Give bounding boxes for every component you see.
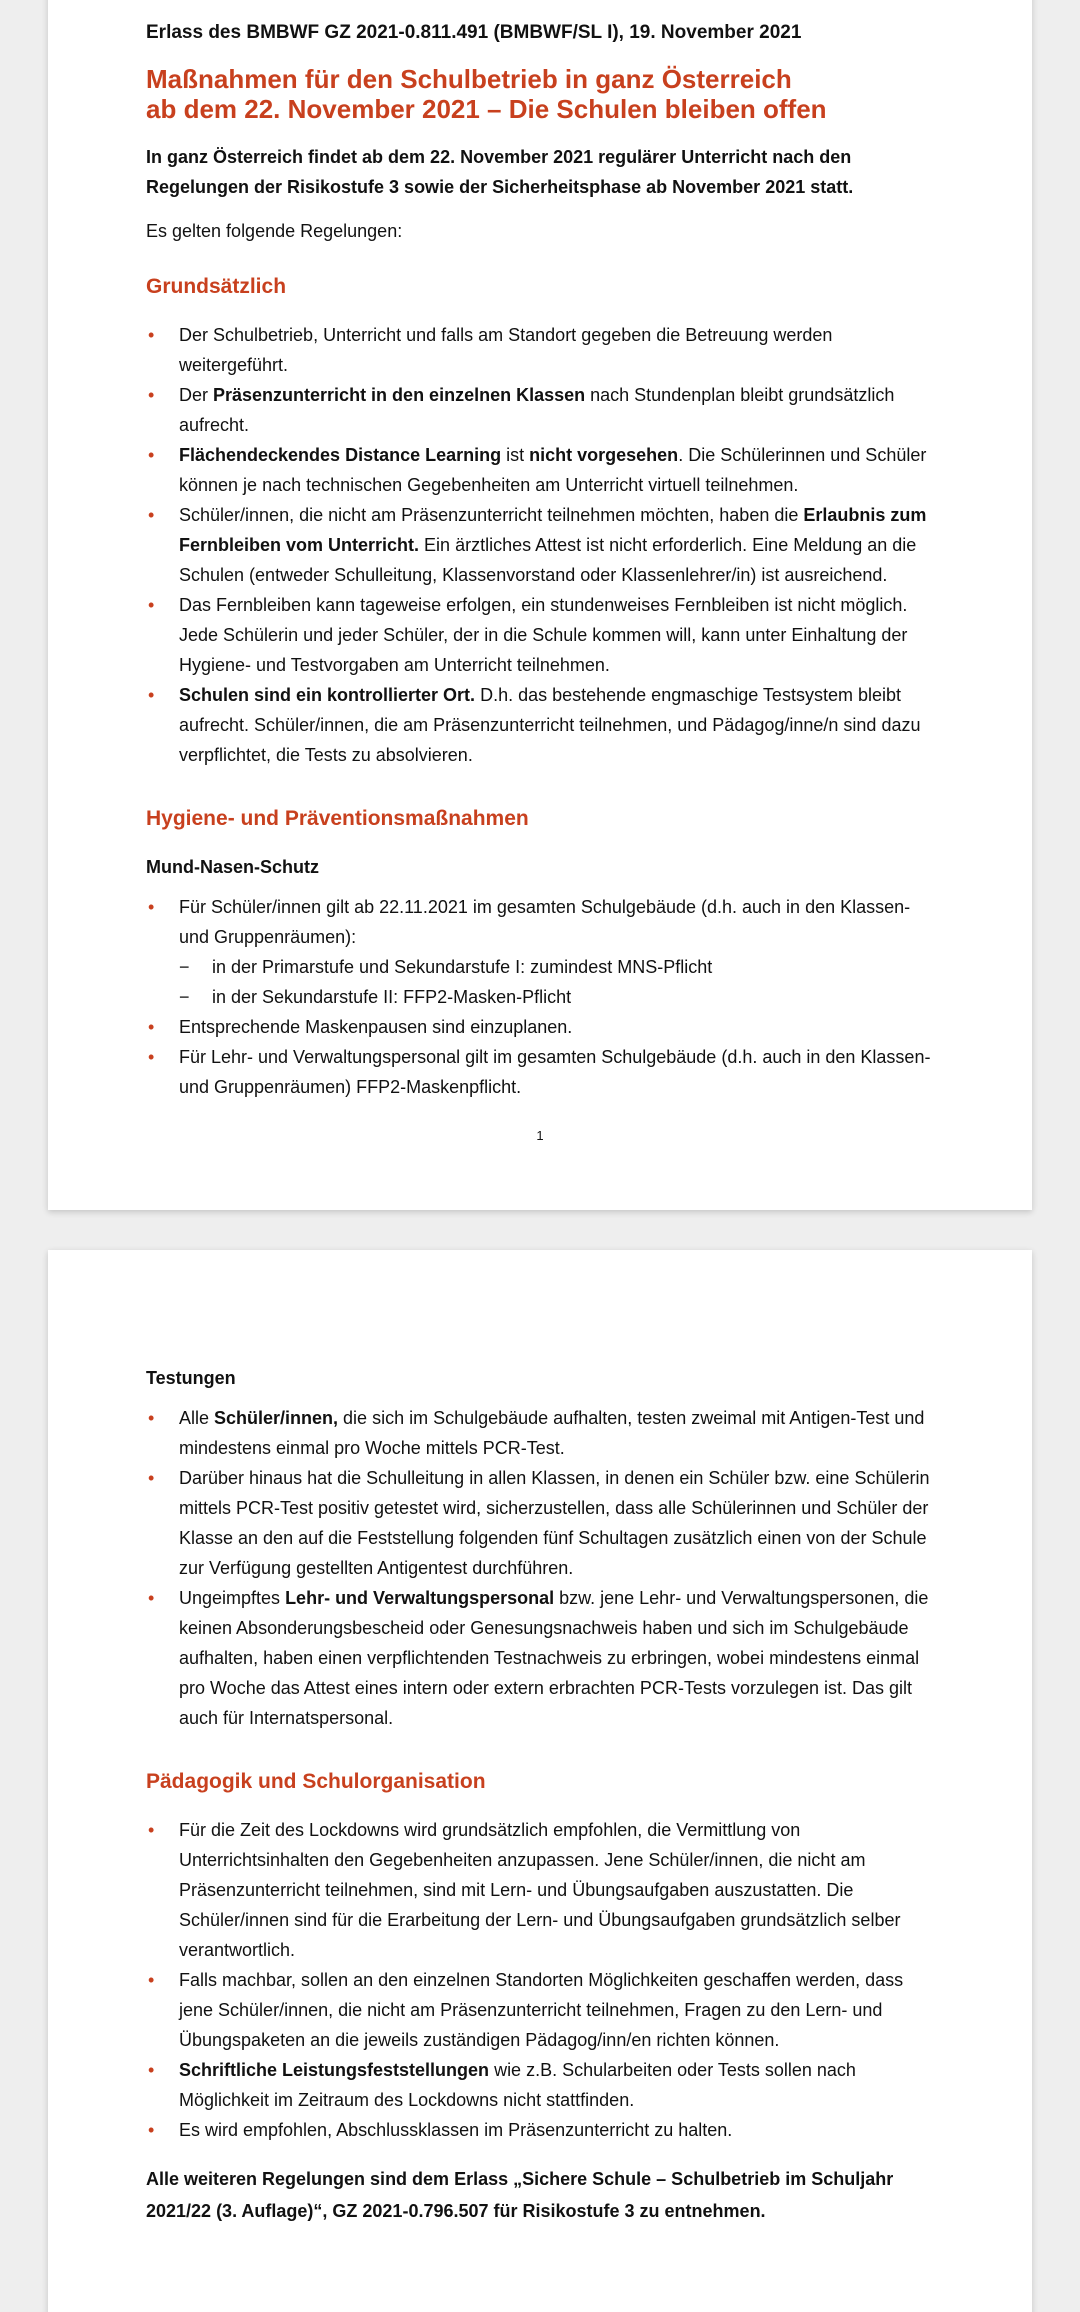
bullet-icon: • xyxy=(148,1047,155,1067)
list-item: • Für Lehr- und Verwaltungspersonal gilt im gesamten Schulgebäude (d.h. auch in den Klassen- und Gruppenräumen) FFP2-Maskenpflicht. xyxy=(146,1042,932,1102)
list-item: • Schulen sind ein kontrollierter Ort. D.h. das bestehende engmaschige Testsystem bleibt aufrecht. Schüler/innen, die am Präsenzunterricht teilnehmen, und Pädagog/inne/n sind dazu verpflichtet, die Tests zu absolvieren. xyxy=(146,680,932,770)
dash-icon: − xyxy=(179,957,190,977)
bullet-icon: • xyxy=(148,595,155,615)
document-page-2 xyxy=(48,1250,1032,2312)
subheading-mund-nasen-schutz: Mund-Nasen-Schutz xyxy=(146,857,319,877)
bullet-icon: • xyxy=(148,1970,155,1990)
list-item: • Für Schüler/innen gilt ab 22.11.2021 im gesamten Schulgebäude (d.h. auch in den Klassen- und Gruppenräumen): − in der Primarstufe und Sekundarstufe I: zumindest MNS-Pflicht − in der Sekundarstufe II: FFP2-Masken-Pflicht xyxy=(146,892,932,1012)
bullet-icon: • xyxy=(148,1820,155,1840)
list-item: • Das Fernbleiben kann tageweise erfolgen, ein stundenweises Fernbleiben ist nicht möglich. Jede Schülerin und jeder Schüler, der in die Schule kommen will, kann unter Einhaltung der Hygiene- und Testvorgaben am Unterricht teilnehmen. xyxy=(146,590,932,680)
document-title xyxy=(146,64,932,124)
bullet-icon: • xyxy=(148,1408,155,1428)
closing-paragraph: Alle weiteren Regelungen sind dem Erlass „Sichere Schule – Schulbetrieb im Schuljahr 2021/22 (3. Auflage)“, GZ 2021-0.796.507 für Risikostufe 3 zu entnehmen. xyxy=(146,2169,894,2221)
subheading-testungen: Testungen xyxy=(146,1368,236,1388)
bullet-icon: • xyxy=(148,445,155,465)
mns-dash-list xyxy=(179,952,932,1012)
intro-paragraph: In ganz Österreich findet ab dem 22. November 2021 regulärer Unterricht nach den Regelungen der Risikostufe 3 sowie der Sicherheitsphase ab November 2021 statt. xyxy=(146,147,854,197)
list-item: • Entsprechende Maskenpausen sind einzuplanen. xyxy=(146,1012,932,1042)
section-heading-paedagogik: Pädagogik und Schulorganisation xyxy=(146,1770,486,1793)
bullet-icon: • xyxy=(148,2060,155,2080)
bullet-icon: • xyxy=(148,897,155,917)
dash-icon: − xyxy=(179,987,190,1007)
list-item: • Der Schulbetrieb, Unterricht und falls am Standort gegeben die Betreuung werden weitergeführt. xyxy=(146,320,932,380)
list-item: • Flächendeckendes Distance Learning ist nicht vorgesehen. Die Schülerinnen und Schüler können je nach technischen Gegebenheiten am Unterricht virtuell teilnehmen. xyxy=(146,440,932,500)
list-item: • Ungeimpftes Lehr- und Verwaltungspersonal bzw. jene Lehr- und Verwaltungspersonen, die keinen Absonderungsbescheid oder Genesungsnachweis haben und sich im Schulgebäude aufhalten, haben einen verpflichtenden Testnachweis zu erbringen, wobei mindestens einmal pro Woche das Attest eines intern oder extern erbrachten PCR-Tests vorzulegen ist. Das gilt auch für Internatspersonal. xyxy=(146,1583,932,1733)
list-item: • Für die Zeit des Lockdowns wird grundsätzlich empfohlen, die Vermittlung von Unterrichtsinhalten den Gegebenheiten anzupassen. Jene Schüler/innen, die nicht am Präsenzunterricht teilnehmen, sind mit Lern- und Übungsaufgaben auszustatten. Die Schüler/innen sind für die Erarbeitung der Lern- und Übungsaufgaben grundsätzlich selber verantwortlich. xyxy=(146,1815,932,1965)
title-line-1: Maßnahmen für den Schulbetrieb in ganz Österreich xyxy=(146,64,792,94)
grundsaetzlich-list xyxy=(146,320,932,770)
section-heading-hygiene: Hygiene- und Präventionsmaßnahmen xyxy=(146,807,529,830)
document-header: Erlass des BMBWF GZ 2021-0.811.491 (BMBWF/SL I), 19. November 2021 xyxy=(146,22,802,43)
document-page-1 xyxy=(48,0,1032,1210)
bullet-icon: • xyxy=(148,385,155,405)
bullet-icon: • xyxy=(148,505,155,525)
list-item: • Falls machbar, sollen an den einzelnen Standorten Möglichkeiten geschaffen werden, dass jene Schüler/innen, die nicht am Präsenzunterricht teilnehmen, Fragen zu den Lern- und Übungspaketen an die jeweils zuständigen Pädagog/inn/en richten können. xyxy=(146,1965,932,2055)
section-heading-grundsaetzlich: Grundsätzlich xyxy=(146,275,287,298)
list-item: • Schriftliche Leistungsfeststellungen wie z.B. Schularbeiten oder Tests sollen nach Möglichkeit im Zeitraum des Lockdowns nicht stattfinden. xyxy=(146,2055,932,2115)
paedagogik-list xyxy=(146,1815,932,2145)
list-item: • Schüler/innen, die nicht am Präsenzunterricht teilnehmen möchten, haben die Erlaubnis zum Fernbleiben vom Unterricht. Ein ärztliches Attest ist nicht erforderlich. Eine Meldung an die Schulen (entweder Schulleitung, Klassenvorstand oder Klassenlehrer/in) ist ausreichend. xyxy=(146,500,932,590)
bullet-icon: • xyxy=(148,1017,155,1037)
list-item: • Der Präsenzunterricht in den einzelnen Klassen nach Stundenplan bleibt grundsätzlich aufrecht. xyxy=(146,380,932,440)
rules-intro: Es gelten folgende Regelungen: xyxy=(146,221,403,241)
list-item: • Alle Schüler/innen, die sich im Schulgebäude aufhalten, testen zweimal mit Antigen-Test und mindestens einmal pro Woche mittels PCR-Test. xyxy=(146,1403,932,1463)
bullet-icon: • xyxy=(148,685,155,705)
list-item: • Es wird empfohlen, Abschlussklassen im Präsenzunterricht zu halten. xyxy=(146,2115,932,2145)
bullet-icon: • xyxy=(148,1588,155,1608)
bullet-icon: • xyxy=(148,325,155,345)
page-number: 1 xyxy=(536,1128,544,1143)
bullet-icon: • xyxy=(148,2120,155,2140)
list-item: − in der Primarstufe und Sekundarstufe I: zumindest MNS-Pflicht xyxy=(179,952,932,982)
title-line-2: ab dem 22. November 2021 – Die Schulen bleiben offen xyxy=(146,94,827,124)
list-item: • Darüber hinaus hat die Schulleitung in allen Klassen, in denen ein Schüler bzw. eine Schülerin mittels PCR-Test positiv getestet wird, sicherzustellen, dass alle Schülerinnen und Schüler der Klasse an den auf die Feststellung folgenden fünf Schultagen zusätzlich einen von der Schule zur Verfügung gestellten Antigentest durchführen. xyxy=(146,1463,932,1583)
mns-list xyxy=(146,892,932,1102)
bullet-icon: • xyxy=(148,1468,155,1488)
list-item: − in der Sekundarstufe II: FFP2-Masken-Pflicht xyxy=(179,982,932,1012)
testungen-list xyxy=(146,1403,932,1733)
